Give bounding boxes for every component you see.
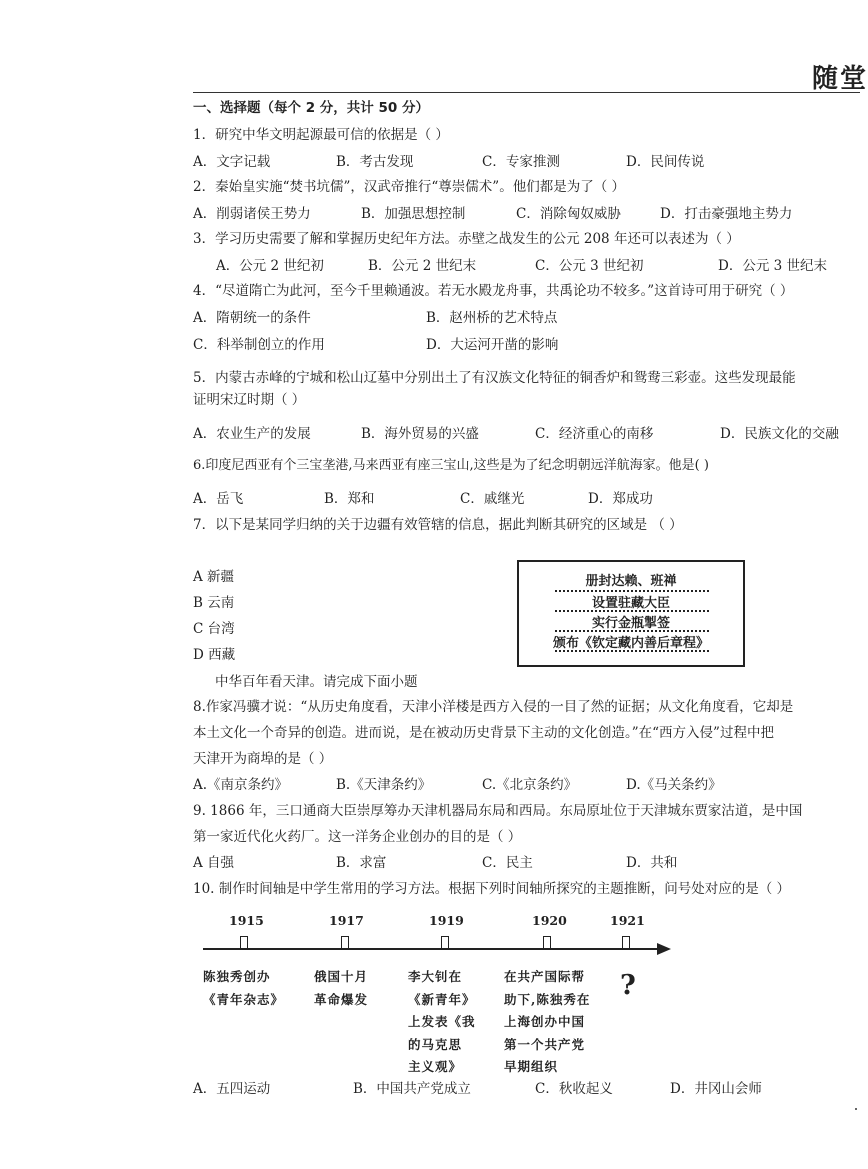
question-9-stem-1: 9. 1866 年，三口通商大臣崇厚筹办天津机器局东局和西局。东局原址位于天津城东贾家沽道，是中国 [193, 803, 803, 819]
q8-option-c: C.《北京条约》 [482, 777, 578, 793]
timeline-tick-1917 [341, 936, 349, 948]
q9-option-c: C．民主 [482, 855, 533, 871]
question-8-stem-1: 8.作家冯骥才说：“从历史角度看，天津小洋楼是西方入侵的一目了然的证据；从文化角度看，它却是 [193, 699, 794, 715]
q4-option-c: C．科举制创立的作用 [193, 337, 325, 353]
question-1-stem: 1．研究中华文明起源最可信的依据是（ ） [193, 127, 449, 143]
subtopic-heading: 中华百年看天津。请完成下面小题 [215, 674, 418, 690]
q6-option-d: D．郑成功 [588, 491, 653, 507]
question-5-stem-cont: 证明宋辽时期（ ） [193, 392, 306, 408]
q5-option-a: A．农业生产的发展 [193, 426, 311, 442]
q3-option-b: B．公元 2 世纪末 [368, 258, 477, 274]
question-2-stem: 2．秦始皇实施“焚书坑儒”，汉武帝推行“尊崇儒术”。他们都是为了（ ） [193, 179, 625, 195]
q6-option-a: A．岳飞 [193, 491, 244, 507]
event-1917-line-2: 革命爆发 [314, 991, 369, 1007]
section-title: 一、选择题（每个 2 分，共计 50 分） [193, 100, 429, 116]
question-10-stem: 10. 制作时间轴是中学生常用的学习方法。根据下列时间轴所探究的主题推断，问号处对应的是（ ） [193, 881, 791, 897]
timeline-tick-1919 [441, 936, 449, 948]
event-1919-line-5: 主义观》 [408, 1059, 463, 1074]
box-line-2: 设置驻藏大臣 [591, 596, 670, 611]
q2-option-a: A．削弱诸侯王势力 [193, 206, 311, 222]
q2-option-b: B．加强思想控制 [361, 206, 466, 222]
q6-option-b: B．郑和 [324, 491, 375, 507]
question-7-stem: 7．以下是某同学归纳的关于边疆有效管辖的信息，据此判断其研究的区域是 （ ） [193, 517, 683, 533]
event-1920-line-2: 助下,陈独秀在 [504, 991, 591, 1007]
event-1920-line-4: 第一个共产党 [504, 1036, 586, 1052]
timeline-event-1915 [203, 966, 284, 1011]
q1-option-d: D．民间传说 [626, 154, 705, 170]
q6-option-c: C．戚继光 [460, 491, 525, 507]
timeline-year-1917: 1917 [329, 913, 364, 928]
q5-option-d: D．民族文化的交融 [720, 426, 839, 442]
timeline-tick-1921 [622, 936, 630, 948]
timeline-year-1920: 1920 [532, 913, 567, 928]
q3-option-c: C．公元 3 世纪初 [535, 258, 644, 274]
q9-option-a: A 自强 [193, 855, 235, 871]
timeline-question-mark: ? [620, 970, 636, 1001]
timeline-year-1919: 1919 [429, 913, 464, 928]
q8-option-b: B.《天津条约》 [336, 777, 432, 793]
timeline-event-1917 [314, 966, 368, 1011]
q3-option-a: A．公元 2 世纪初 [216, 258, 324, 274]
timeline-year-1921: 1921 [610, 913, 645, 928]
question-8-stem-2: 本土文化一个奇异的创造。进而说，是在被动历史背景下主动的文化创造。”在“西方入侵”过程中把 [193, 725, 774, 741]
q5-option-c: C．经济重心的南移 [535, 426, 654, 442]
event-1917-line-1: 俄国十月 [314, 969, 369, 984]
question-4-stem: 4．“尽道隋亡为此河，至今千里赖通波。若无水殿龙舟事，共禹论功不较多。”这首诗可用于研究（ ） [193, 283, 794, 299]
q7-option-a: A 新疆 [193, 569, 235, 585]
q2-option-d: D．打击豪强地主势力 [660, 206, 793, 222]
box-divider-4 [555, 650, 709, 652]
event-1919-line-2: 《新青年》 [408, 991, 476, 1007]
event-1919-line-4: 的马克思 [408, 1036, 463, 1052]
q5-option-b: B．海外贸易的兴盛 [361, 426, 479, 442]
timeline-axis [203, 948, 661, 950]
q7-option-b: B 云南 [193, 595, 235, 611]
event-1920-line-3: 上海创办中国 [504, 1014, 586, 1029]
event-1920-line-1: 在共产国际帮 [504, 969, 586, 984]
event-1915-line-1: 陈独秀创办 [203, 969, 271, 984]
q3-option-d: D．公元 3 世纪末 [718, 258, 827, 274]
q10-option-c: C．秋收起义 [535, 1081, 613, 1097]
page-header: 随堂 [812, 64, 868, 94]
q9-option-b: B．求富 [336, 855, 387, 871]
timeline-event-1919 [408, 966, 476, 1079]
timeline-tick-1920 [543, 936, 551, 948]
question-5-stem: 5．内蒙古赤峰的宁城和松山辽墓中分别出土了有汉族文化特征的铜香炉和鸳鸯三彩壶。这些发现最能 [193, 370, 796, 386]
question-3-stem: 3．学习历史需要了解和掌握历史纪年方法。赤壁之战发生的公元 208 年还可以表述为（ ） [193, 231, 740, 247]
header-rule [193, 92, 860, 93]
edge-speck [855, 1108, 857, 1110]
box-line-1: 册封达赖、班禅 [585, 574, 677, 589]
q4-option-d: D．大运河开凿的影响 [426, 337, 559, 353]
event-1919-line-1: 李大钊在 [408, 969, 463, 984]
q2-option-c: C．消除匈奴威胁 [516, 206, 621, 222]
q4-option-a: A．隋朝统一的条件 [193, 310, 311, 326]
q8-option-a: A.《南京条约》 [193, 777, 289, 793]
timeline-arrow-head [657, 943, 671, 955]
q7-option-c: C 台湾 [193, 621, 235, 637]
event-1920-line-5: 早期组织 [504, 1059, 559, 1074]
tibet-info-box [517, 560, 745, 667]
q1-option-c: C．专家推测 [482, 154, 560, 170]
question-6-stem: 6.印度尼西亚有个三宝垄港,马来西亚有座三宝山,这些是为了纪念明朝远洋航海家。他是( ) [193, 458, 709, 473]
q10-option-d: D．井冈山会师 [670, 1081, 762, 1097]
q7-option-d: D 西藏 [193, 647, 236, 663]
box-line-3: 实行金瓶掣签 [591, 616, 670, 631]
q8-option-d: D.《马关条约》 [626, 777, 722, 793]
question-8-stem-3: 天津开为商埠的是（ ） [193, 751, 333, 767]
box-line-4: 颁布《钦定藏内善后章程》 [552, 636, 709, 651]
timeline-event-1920 [504, 966, 590, 1079]
question-9-stem-2: 第一家近代化火药厂。这一洋务企业创办的目的是（ ） [193, 829, 522, 845]
timeline-year-1915: 1915 [229, 913, 264, 928]
event-1919-line-3: 上发表《我 [408, 1014, 476, 1029]
q10-option-a: A．五四运动 [193, 1081, 271, 1097]
q10-option-b: B．中国共产党成立 [353, 1081, 471, 1097]
event-1915-line-2: 《青年杂志》 [203, 991, 285, 1007]
timeline-tick-1915 [240, 936, 248, 948]
q9-option-d: D．共和 [626, 855, 678, 871]
q1-option-b: B．考古发现 [336, 154, 414, 170]
q4-option-b: B．赵州桥的艺术特点 [426, 310, 558, 326]
q1-option-a: A．文字记载 [193, 154, 271, 170]
